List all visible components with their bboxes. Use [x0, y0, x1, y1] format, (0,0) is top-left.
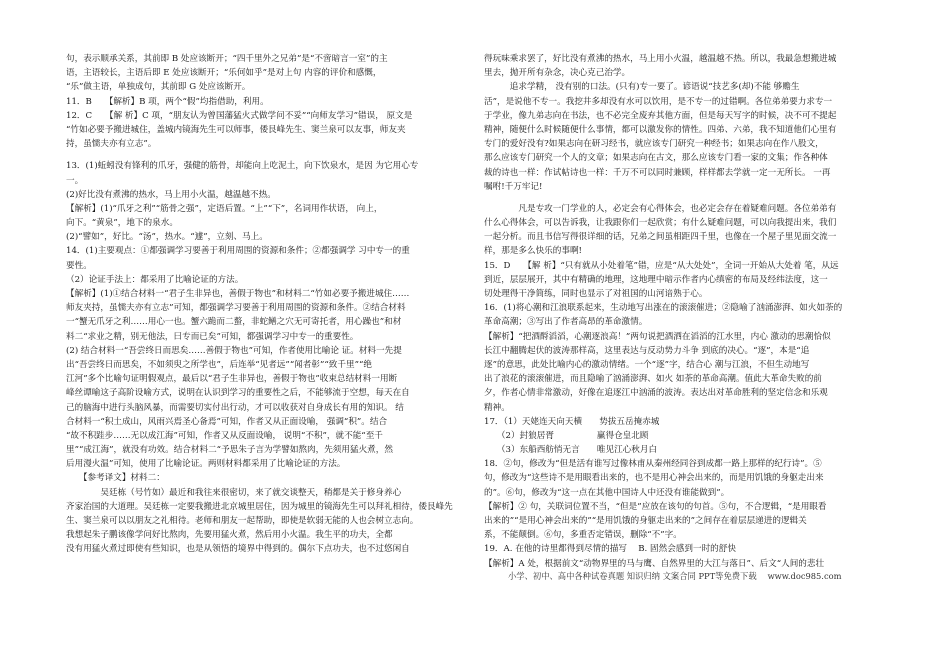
right-column-line: 活”，是说他不专一。我挖井多却没有水可以饮用，是不专一的过错啊。各位弟弟要力求专一: [484, 96, 833, 107]
right-column-line: 专门的爱好没有?如果志向在研习经书，就应该专门研究一种经书；如果志向在作八股文，: [484, 139, 824, 150]
left-column-line: 【解析】(1)①结合材料一“君子生非异也，善假于物也”和材料二“竹如必要予搬进城住……: [66, 289, 410, 299]
right-column-line: 裁的诗也一样：作试帖诗也一样：千万不可以同时兼顾，样样都去学就一定一无所长。 一再: [484, 167, 831, 178]
left-column-line: (2)“譬如”，好比。“汤”，热水。“遽”，立刻、马上。: [66, 232, 268, 243]
right-column-line: （3）东船西舫悄无言 唯见江心秋月白: [484, 445, 658, 456]
left-column-line: 没有用猛火煮过即使有些知识，也是从领悟的境界中得到的。偶尔下点功夫，也不过悠闲自: [66, 544, 410, 555]
left-column-line: 一。: [66, 175, 84, 186]
left-column-line: 出“吾尝终日而思矣，不如须臾之所学也”，后连举“见者远”“闻者彰”“致千里”“绝: [66, 359, 372, 370]
right-column-line: 精神。: [484, 402, 510, 413]
right-column-line: 【解析】“把酒酹滔滔，心潮逐浪高！”两句说把酒洒在滔滔的江水里，内心 激动的思潮恰似: [484, 331, 831, 342]
right-column-text: [484, 52, 884, 571]
right-column-line: 夕，作者心情非常激动，好像在追逐江中汹涌的波涛。表达出对革命胜利的坚定信念和乐观: [484, 388, 828, 399]
right-column-line: [484, 194, 884, 202]
right-column-line: 嘱咐!千万牢记!: [484, 181, 543, 192]
left-column-line: 峰丝谭喻这子高阶设喻方式，说明在认识到学习的重要性之后，不能够流于空想，每天在自: [66, 388, 410, 399]
right-column-line: 那么应该专门研究一个人的文章；如果志向在古文，那么应该专门看一家的文集；作各种体: [484, 153, 828, 164]
left-column-line: 师友夹持，虽懦夫亦有立志”可知，都强调学习要善于利用周围的资源和条件。②结合材料: [66, 303, 406, 314]
right-column-line: 逐”的意思，此处比喻内心的激动情绪。一个“逐”字，结合心 潮与江浪，不但生动地写: [484, 359, 810, 370]
right-column-line: 15．D 【解 析】“只有就从小处着笔”错，应是“从大处处”，全词一开始从大处着 笔，从远: [484, 260, 839, 271]
right-column-line: 得玩味乘求罢了，好比没有煮沸的热水，马上用小火温，越温越不热。所以，我最急想搬进城: [484, 54, 837, 64]
right-column-line: 里去，抛开所有杂念，决心克己治学。: [484, 68, 631, 79]
left-column-line: [66, 151, 470, 159]
left-column-line: 齐家治国的大道理。吴廷栋一定要我搬进北京城里居住，因为城里的镜海先生可以拜礼相待，倭艮峰先: [66, 501, 453, 512]
left-column-line: “竹如必要予搬进城住，盖城内镜海先生可以师事，倭艮峰先生、窦兰泉可以友事，师友夹: [66, 124, 406, 135]
right-column-line: 长江中翻腾起伏的波涛那样高，这里表达与反动势力斗争 到底的决心。“逐”，本是“追: [484, 345, 810, 356]
right-column-line: 出来的”“是用心神会出来的”“是用饥饿的身躯走出来的”之间存在着层层递进的逻辑关: [484, 516, 807, 526]
footer-watermark-text: 小学、初中、高中各种试卷真题 知识归纳 文案合同 PPT等免费下载 www.doc985.com: [508, 571, 842, 581]
left-column-line: 后用漫火温”可知，使用了比喻论证。两则材料都采用了比喻论证的方法。: [66, 459, 346, 470]
left-column-line: 11．B 【解析】B 项，两个“假”均指借助，利用。: [66, 96, 269, 107]
left-column-line: 句，表示顺承关系，其前即 B 处应该断开；“四千里外之兄弟”是“不啻暗言一室”的主: [66, 54, 388, 64]
left-column-line: 我想起朱子鹏该像学问好比熬肉，先要用猛火煮，然后用小火温。我生平的功夫，全都: [66, 530, 393, 541]
right-column-line: 16．(1)将心潮和江浪联系起来，生动地写出涨在的滚滚催进；②隐喻了汹涌澎湃、如火如荼的: [484, 303, 843, 314]
right-column-line: 于学业，像九弟志向在书法，也不必完全废弃其他方面，但是每天写字的时候，决不可不提起: [484, 110, 837, 121]
right-column-line: 样，那是多么快乐的事啊!: [484, 246, 582, 257]
right-column-line: 追求学精， 没有别的口法。(只有)专一要了。谚语说“技艺多(却)不能 够赡生: [484, 82, 800, 93]
right-column-line: 19．A. 在他的诗里都得到尽情的描写 B. 固然会感到一时的舒快: [484, 544, 736, 555]
right-column-line: 系，不能颠倒。⑥句，多重否定错误，删除“不”字。: [484, 530, 682, 541]
left-column-line: 江河”多个比喻句证明假观点，最后以“君子生非异也，善假于物也”收束总结材料一用断: [66, 374, 398, 385]
right-column-line: 革命高潮；③写出了作者高昂的革命激情。: [484, 317, 648, 328]
left-column-line: “故不积跬步……无以成江海”可知，作者又从反面设喻， 说明“不积”，就不能“至千: [66, 430, 383, 441]
left-column-line: 里”“成江海”，就没有功效。结合材料二“予思朱子言为学譬如熬肉，先须用猛火煮，然: [66, 445, 393, 456]
right-column-line: 切处理得干净简练，同时也显示了对祖国的山河谙熟于心。: [484, 289, 708, 299]
right-column-line: 凡是专攻一门学业的人，必定会有心得体会，也必定会存在着疑难问题。各位弟弟有: [484, 203, 837, 214]
right-column-line: 的”。⑥句，修改为“这一点在其他中国诗人中还没有谁能做到”。: [484, 487, 730, 498]
left-column-line: 料二“求业之精，别无他法，曰专而已矣”可知，都强调学习中专一的重要性。: [66, 331, 359, 342]
left-column-line: 向下。“黄泉”，地下的泉水。: [66, 218, 178, 229]
left-column-line: 语，主语较长，主语后即 E 处应该断开；“乐何如乎”是对上句 内容的评价和感慨，: [66, 68, 382, 79]
left-column-line: 12．C 【解 析】C 项，“朋友认为曾国藩猛火式做学问不妥”“向师友学习”错误， 原文是: [66, 110, 413, 121]
right-column-line: 什么心得体会，可以告诉我，让我跟你们一起欣赏；有什么疑难问题，可以向我提出来，我们: [484, 218, 837, 229]
right-column-line: 句，修改为“这些诗不是用眼看出来的，也不是用心神会出来的，而是用饥饿的身躯走出来: [484, 473, 824, 484]
left-column-line: (2)好比没有煮沸的热水，马上用小火温，越温越不热。: [66, 189, 276, 200]
left-column-line: 合材料一“积土成山，风雨兴焉圣心备焉”可知，作者又从正面设喻， 强调“积”。结合: [66, 416, 388, 427]
left-column-line: 持，虽懦夫亦有立志”。: [66, 139, 157, 150]
left-column-line: 一“蟹无爪牙之利……用心一也。蟹六跪而二螯，非蛇鳝之穴无可寄托者，用心躁也”和材: [66, 317, 402, 328]
left-column-line: 己的脑海中进行头脑风暴，而需要切实付出行动，才可以收获对自身成长有用的知识。 结: [66, 402, 404, 413]
right-column-line: 出了浪花的滚滚催进，而且隐喻了汹涌澎湃、如火 如荼的革命高潮。值此大革命失败的前: [484, 374, 822, 385]
left-column-line: 13．(1)蚯蚓没有锋利的爪牙，强健的筋骨，却能向上吃泥土，向下饮泉水，是因 为它用心专: [66, 161, 419, 172]
right-column-line: 到近，层层展开，其中有精确的地理，这地理中暗示作者内心缜密的布局及经纬法度，这一: [484, 274, 828, 285]
right-column: [484, 52, 884, 571]
left-column-line: 生、窦兰泉可以以朋友之礼相待。老师和朋友一起帮助，即使是软弱无能的人也会树立志向。: [66, 516, 419, 526]
right-column-line: 【解析】A 处，根据前文“动物界里的马与鹰、自然界里的大江与落日”、后文“人间的悲壮: [484, 558, 825, 569]
left-column-line: 要性。: [66, 260, 92, 271]
right-column-line: 精神，随便什么时候随便什么事情，都可以激发你的情性。四弟、六弟，我不知道他们心里有: [484, 124, 837, 135]
right-column-line: （2）封狼居胥 赢得仓皇北顾: [484, 430, 649, 441]
left-column-line: (2) 结合材料一“吾尝终日而思矣……善假于物也”可知，作者使用比喻论 证。材料一先提: [66, 345, 402, 356]
right-column-line: 【解析】② 句，关联词位置不当，“但是”应放在该句的句首。⑤句，不合逻辑，“是用眼看: [484, 501, 827, 512]
left-column-line: 14．(1)主要观点：①都强调学习要善于利用周围的资源和条件；②都强调学 习中专一的重: [66, 246, 410, 257]
left-column-text: [66, 52, 470, 557]
left-column: [66, 52, 470, 557]
left-column-line: 【解析】(1)“爪牙之利”“筋骨之强”，定语后置。“上”“下”，名词用作状语， 向上，: [66, 203, 383, 214]
left-column-line: 【参考译文】材料二：: [66, 473, 165, 484]
left-column-line: （2）论证手法上：都采用了比喻论证的方法。: [66, 274, 244, 285]
left-column-line: “乐”做主语，单独成句，其前即 G 处应该断开。: [66, 82, 251, 93]
right-column-line: 18．②句，修改为“但是活有谁写过像林甫从秦州经同谷到成都一路上那样的纪行诗”。⑤: [484, 459, 822, 470]
left-column-line: 吴廷栋（号竹如）最近和我往来很密切，来了就交谈整天，稍都是关于修身养心: [66, 487, 402, 498]
right-column-line: 一起分析。而且书信写得很详细的话，兄弟之间虽相距四千里，也像在一个屋子里见面交流一: [484, 232, 837, 243]
right-column-line: 17．（1）天姥连天向天横 势拔五岳掩赤城: [484, 416, 660, 427]
